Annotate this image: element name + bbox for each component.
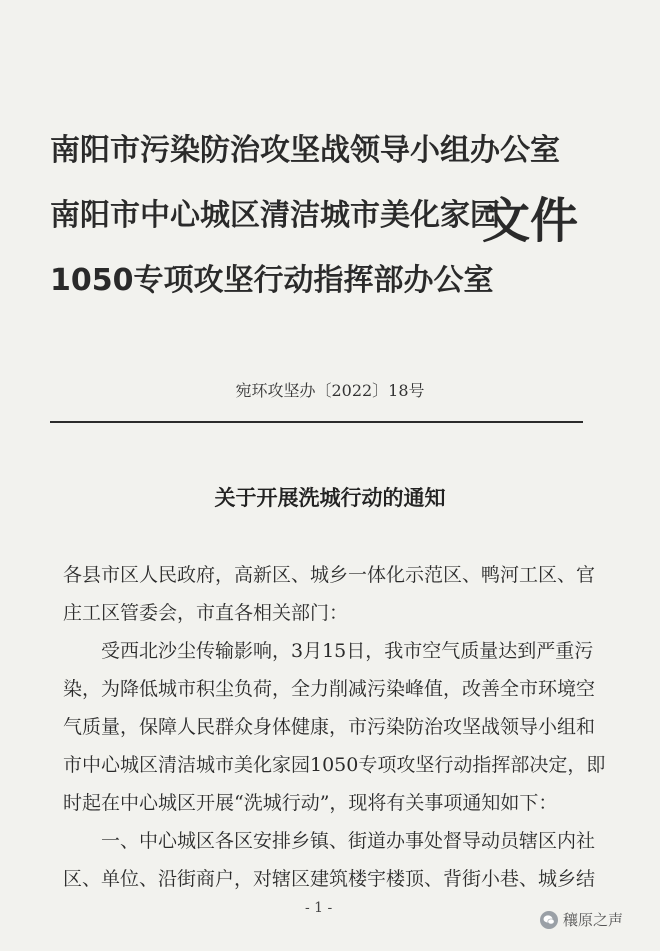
issuer-line-3: 1050专项攻坚行动指挥部办公室	[50, 263, 494, 298]
body-line: 染，为降低城市积尘负荷，全力削减污染峰值，改善全市环境空	[63, 678, 596, 700]
notice-body	[63, 556, 606, 898]
wechat-account-icon	[540, 911, 558, 929]
account-watermark	[540, 909, 623, 930]
notice-title: 关于开展洗城行动的通知	[214, 485, 446, 510]
body-line: 受西北沙尘传输影响，3月15日，我市空气质量达到严重污	[101, 640, 594, 662]
body-line: 各县市区人民政府，高新区、城乡一体化示范区、鸭河工区、官	[63, 564, 596, 586]
body-line: 一、中心城区各区安排乡镇、街道办事处督导动员辖区内社	[101, 830, 596, 852]
document-type-label: 文件	[482, 193, 579, 249]
issuer-line-2: 南阳市中心城区清洁城市美化家园	[50, 198, 500, 233]
body-line: 区、单位、沿街商户，对辖区建筑楼宇楼顶、背街小巷、城乡结	[63, 868, 596, 890]
account-name: 穰原之声	[563, 911, 624, 929]
body-line: 市中心城区清洁城市美化家园1050专项攻坚行动指挥部决定，即	[63, 754, 606, 776]
header-divider	[50, 421, 583, 423]
issuer-line-1: 南阳市污染防治攻坚战领导小组办公室	[50, 133, 560, 168]
body-line: 气质量，保障人民群众身体健康，市污染防治攻坚战领导小组和	[63, 716, 596, 738]
document-number: 宛环攻坚办〔2022〕18号	[235, 381, 425, 400]
page-number: - 1 -	[305, 900, 333, 916]
body-line: 时起在中心城区开展“洗城行动”，现将有关事项通知如下：	[63, 792, 558, 814]
body-line: 庄工区管委会，市直各相关部门：	[63, 602, 349, 624]
speech-bubble-icon	[543, 914, 555, 926]
